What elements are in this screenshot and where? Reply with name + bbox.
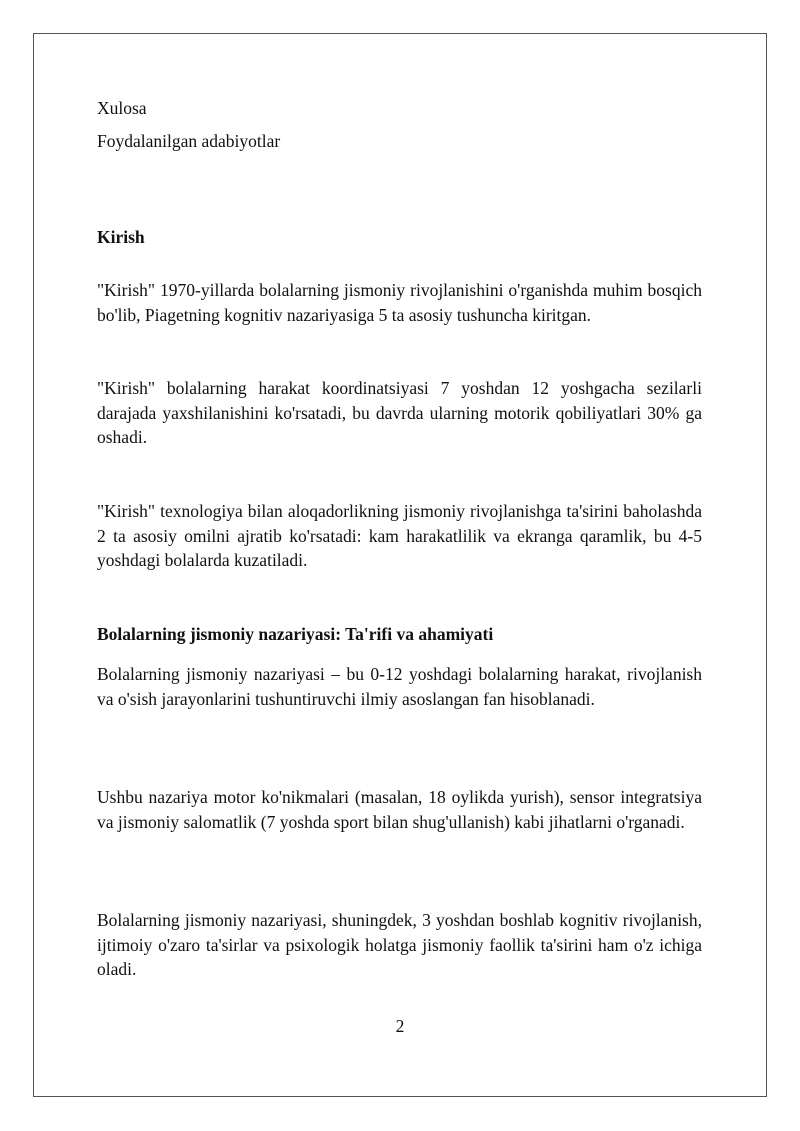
intro-heading: Kirish	[97, 227, 145, 247]
section-heading: Bolalarning jismoniy nazariyasi: Ta'rifi va ahamiyati	[97, 624, 494, 644]
intro-paragraph-1: "Kirish" 1970-yillarda bolalarning jismoniy rivojlanishini o'rganishda muhim bosqich bo'lib, Piagetning kognitiv nazariyasiga 5 ta asosiy tushuncha kiritgan.	[97, 280, 702, 325]
section-paragraph-1: Bolalarning jismoniy nazariyasi – bu 0-12 yoshdagi bolalarning harakat, rivojlanish va o'sish jarayonlarini tushuntiruvchi ilmiy asoslangan fan hisoblanadi.	[97, 664, 702, 709]
section-paragraph-3: Bolalarning jismoniy nazariyasi, shuningdek, 3 yoshdan boshlab kognitiv rivojlanish, ijtimoiy o'zaro ta'sirlar va psixologik holatga jismoniy faollik ta'sirini ham o'z ichiga oladi.	[97, 910, 702, 979]
toc-item-references: Foydalanilgan adabiyotlar	[97, 131, 281, 151]
section-paragraph-2: Ushbu nazariya motor ko'nikmalari (masalan, 18 oylikda yurish), sensor integratsiya va jismoniy salomatlik (7 yoshda sport bilan shug'ullanish) kabi jihatlarni o'rganadi.	[97, 787, 702, 832]
toc-item-conclusion: Xulosa	[97, 98, 147, 118]
intro-paragraph-2: "Kirish" bolalarning harakat koordinatsiyasi 7 yoshdan 12 yoshgacha sezilarli darajada yaxshilanishini ko'rsatadi, bu davrda ularning motorik qobiliyatlari 30% ga oshadi.	[97, 378, 702, 447]
page-number: 2	[395, 1016, 405, 1036]
intro-paragraph-3: "Kirish" texnologiya bilan aloqadorlikning jismoniy rivojlanishga ta'sirini baholashda 2 ta asosiy omilni ajratib ko'rsatadi: kam harakatlilik va ekranga qaramlik, bu 4-5 yoshdagi bolalarda kuzatiladi.	[97, 501, 702, 570]
